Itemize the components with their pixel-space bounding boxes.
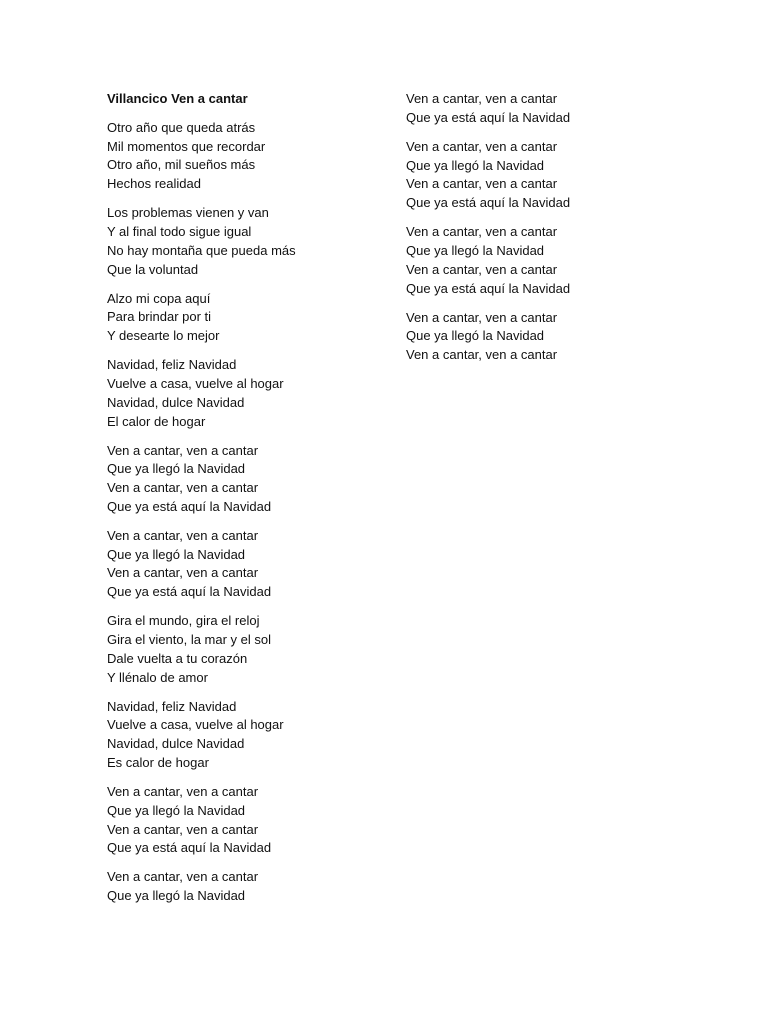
stanza bbox=[107, 356, 387, 431]
lyric-line: Que ya llegó la Navidad bbox=[406, 242, 545, 258]
lyric-line: Para brindar por ti bbox=[107, 309, 212, 325]
stanza bbox=[107, 204, 387, 279]
lyric-line: Vuelve a casa, vuelve al hogar bbox=[107, 717, 284, 733]
lyric-line: Y al final todo sigue igual bbox=[107, 223, 252, 239]
lyric-line: Es calor de hogar bbox=[107, 755, 209, 771]
stanza bbox=[107, 612, 387, 687]
lyric-line: Ven a cantar, ven a cantar bbox=[406, 138, 558, 154]
left-column bbox=[107, 90, 387, 916]
stanza bbox=[107, 119, 387, 194]
lyric-line: Los problemas vienen y van bbox=[107, 205, 269, 221]
stanza bbox=[107, 868, 387, 906]
stanza bbox=[107, 442, 387, 517]
lyric-line: Mil momentos que recordar bbox=[107, 138, 266, 154]
left-stanzas bbox=[107, 119, 387, 906]
lyric-line: Vuelve a casa, vuelve al hogar bbox=[107, 375, 284, 391]
lyric-line: Gira el mundo, gira el reloj bbox=[107, 613, 260, 629]
lyric-line: Ven a cantar, ven a cantar bbox=[107, 821, 259, 837]
lyric-line: Que ya llegó la Navidad bbox=[406, 328, 545, 344]
lyric-line: Que ya está aquí la Navidad bbox=[406, 280, 571, 296]
song-title: Villancico Ven a cantar bbox=[107, 91, 248, 106]
lyric-line: Navidad, feliz Navidad bbox=[107, 698, 237, 714]
lyric-line: Otro año, mil sueños más bbox=[107, 157, 256, 173]
stanza bbox=[406, 223, 706, 298]
lyric-line: Ven a cantar, ven a cantar bbox=[406, 309, 558, 325]
lyric-line: Que ya llegó la Navidad bbox=[107, 546, 246, 562]
stanza bbox=[406, 138, 706, 213]
lyric-line: Que ya está aquí la Navidad bbox=[107, 584, 272, 600]
stanza bbox=[107, 527, 387, 602]
lyric-line: Que la voluntad bbox=[107, 261, 199, 277]
lyric-line: No hay montaña que pueda más bbox=[107, 242, 296, 258]
lyric-line: Que ya llegó la Navidad bbox=[107, 888, 246, 904]
lyric-line: Que ya está aquí la Navidad bbox=[406, 109, 571, 125]
lyric-line: Ven a cantar, ven a cantar bbox=[107, 527, 259, 543]
lyric-line: Ven a cantar, ven a cantar bbox=[107, 784, 259, 799]
lyric-line: Que ya llegó la Navidad bbox=[406, 157, 545, 173]
stanza bbox=[107, 290, 387, 346]
lyric-line: Ven a cantar, ven a cantar bbox=[406, 261, 558, 277]
lyric-line: Ven a cantar, ven a cantar bbox=[107, 869, 259, 885]
lyric-line: Navidad, dulce Navidad bbox=[107, 736, 245, 752]
stanza bbox=[107, 783, 387, 858]
lyric-line: Ven a cantar, ven a cantar bbox=[107, 442, 259, 458]
lyric-line: Ven a cantar, ven a cantar bbox=[107, 480, 259, 496]
lyric-line: Navidad, dulce Navidad bbox=[107, 394, 245, 410]
lyric-line: Ven a cantar, ven a cantar bbox=[406, 224, 558, 240]
lyric-line: Y llénalo de amor bbox=[107, 669, 208, 685]
stanza bbox=[406, 90, 706, 128]
lyric-line: Ven a cantar, ven a cantar bbox=[406, 91, 558, 106]
lyric-line: Que ya llegó la Navidad bbox=[107, 461, 246, 477]
stanza bbox=[107, 698, 387, 773]
lyric-line: Ven a cantar, ven a cantar bbox=[406, 347, 558, 363]
lyric-line: Otro año que queda atrás bbox=[107, 119, 256, 135]
lyric-line: Hechos realidad bbox=[107, 176, 201, 192]
lyric-line: Que ya está aquí la Navidad bbox=[107, 498, 272, 514]
right-stanzas bbox=[406, 90, 706, 365]
lyric-line: Y desearte lo mejor bbox=[107, 328, 220, 344]
lyric-line: Ven a cantar, ven a cantar bbox=[406, 176, 558, 192]
lyric-line: Dale vuelta a tu corazón bbox=[107, 650, 248, 666]
lyric-line: Gira el viento, la mar y el sol bbox=[107, 632, 272, 648]
lyric-line: Ven a cantar, ven a cantar bbox=[107, 565, 259, 581]
lyric-line: Alzo mi copa aquí bbox=[107, 290, 211, 306]
lyric-line: Que ya está aquí la Navidad bbox=[107, 840, 272, 856]
lyric-line: El calor de hogar bbox=[107, 413, 206, 429]
stanza bbox=[406, 309, 706, 365]
lyric-line: Navidad, feliz Navidad bbox=[107, 357, 237, 373]
lyric-line: Que ya llegó la Navidad bbox=[107, 802, 246, 818]
lyric-line: Que ya está aquí la Navidad bbox=[406, 195, 571, 211]
right-column bbox=[406, 90, 706, 375]
